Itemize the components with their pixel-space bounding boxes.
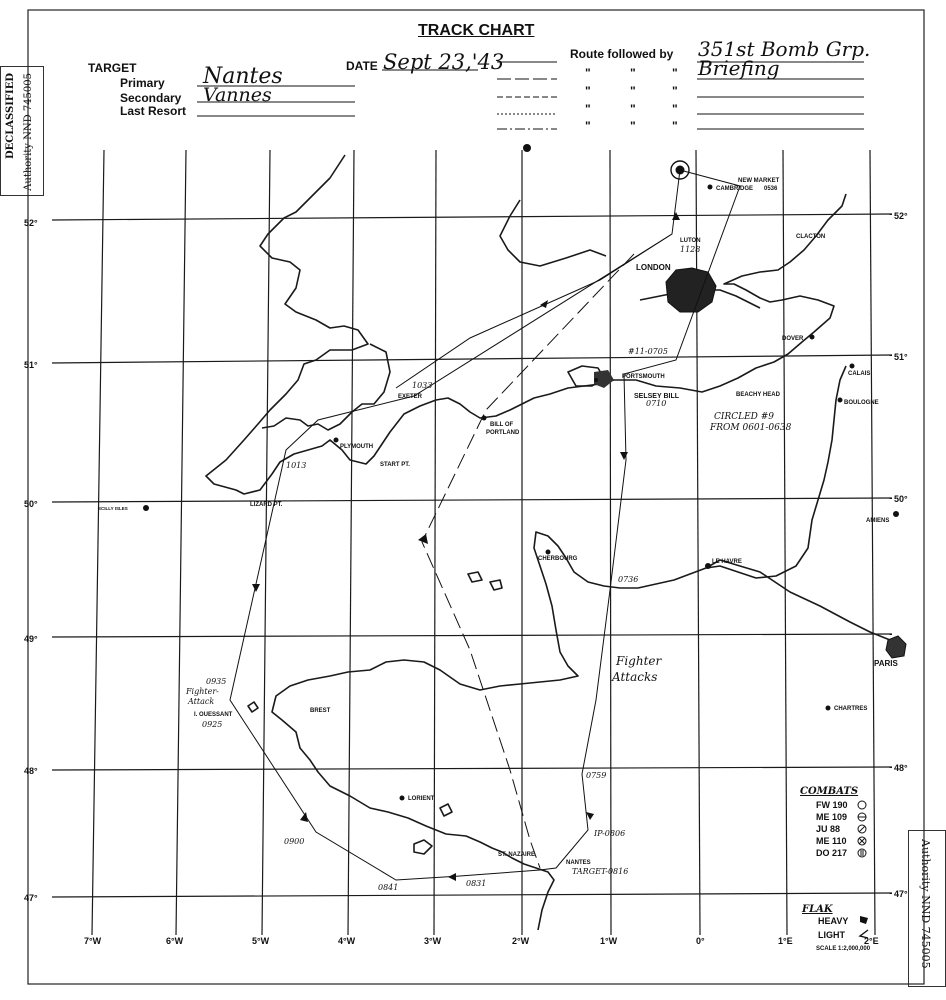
label-beachy-head: BEACHY HEAD [736,392,780,398]
lat-47-line [52,893,892,897]
label-point-11: #11-0705 [628,347,668,356]
ditto-mark: " [672,84,678,98]
lon-label: 4°W [338,936,356,946]
ouessant-island [248,702,258,712]
waypoint-dot [546,550,551,555]
label-cherbourg: CHERBOURG [538,556,578,562]
lon-label: 5°W [252,936,270,946]
label-boulogne: BOULOGNE [844,400,879,406]
label-london: LONDON [636,263,671,272]
lon-2e-line [870,150,875,935]
label-time-0736: 0736 [618,575,639,584]
label-plymouth: PLYMOUTH [340,444,374,450]
ditto-mark: " [630,102,636,116]
label-luton-time: 1128 [680,245,701,254]
waypoint-dot [594,378,598,382]
primary-target-value: Nantes [203,64,283,89]
lon-7w-line [92,150,104,935]
secondary-target-value: Vannes [203,84,272,106]
label-fighter-attacks: Attacks [612,670,658,684]
label-selsey-bill: SELSEY BILL [634,393,679,400]
channel-island [468,572,482,582]
secondary-label: Secondary [120,91,182,105]
label-time-1013: 1013 [286,461,307,470]
ditto-mark: " [630,66,636,80]
waypoint-dot [838,398,843,403]
label-exeter: EXETER [398,394,423,400]
route-arrow-icon [448,873,456,881]
label-scilly: SCILLY ISLES [98,506,128,511]
legend-combat-label: DO 217 [816,848,848,858]
map-scale: SCALE 1:2,000,000 [816,946,871,952]
lat-label-left: 52° [24,218,38,228]
declassified-text: DECLASSIFIED [5,73,16,160]
legend-flak-label: LIGHT [818,930,845,940]
lat-52-line [52,214,892,220]
label-dover: DOVER [782,336,804,342]
route-arrow-icon [540,300,548,308]
heavy-flak-icon [860,916,868,924]
date-value: Sept 23,'43 [383,50,505,74]
lon-label: 7°W [84,936,102,946]
longitude-grid [92,150,875,935]
ditto-mark: " [630,84,636,98]
label-calais: CALAIS [848,371,871,377]
label-st-nazaire: ST. NAZAIRE [498,852,536,858]
label-fighter-attack: Attack [188,697,215,706]
circle-bars-icon [858,849,866,857]
label-circled: CIRCLED #9 [714,412,774,422]
channel-island [490,580,502,590]
lon-1e-line [783,150,787,935]
lon-6w-line [176,150,186,935]
authority-text: Authority NND 745005 [23,73,34,191]
ditto-mark: " [585,84,591,98]
ditto-mark: " [630,119,636,133]
waypoint-dot [826,706,831,711]
label-clacton: CLACTON [796,234,826,240]
label-circled-from: FROM 0601-0638 [710,423,792,433]
lat-label-left: 49° [24,634,38,644]
waypoint-dot [810,335,815,340]
waypoint-dot [708,185,713,190]
lat-label-right: 48° [894,763,908,773]
lon-label: 3°W [424,936,442,946]
label-selsey-time: 0710 [646,399,667,408]
chart-title: TRACK CHART [418,22,535,39]
east-anglia-coast [500,200,606,266]
circle-icon [858,801,866,809]
label-exeter-time: 1033 [412,381,433,390]
lon-0-line [696,150,700,935]
label-bill-portland: PORTLAND [486,430,520,436]
lat-label-left: 51° [24,360,38,370]
label-newmarket: NEW MARKET [738,178,780,184]
route-arrow-icon [418,534,428,544]
breton-island [440,804,452,816]
label-time-0900: 0900 [284,837,305,846]
route-arrow-icon [620,452,628,460]
longitude-labels [84,936,879,946]
breton-island [414,840,432,854]
label-time-0759: 0759 [586,771,607,780]
ditto-mark: " [585,119,591,133]
ditto-mark: " [672,66,678,80]
label-nantes: NANTES [566,860,591,866]
circle-dash-icon [858,813,866,821]
ditto-mark: " [585,66,591,80]
lat-50-line [52,498,892,502]
france-coastline [272,366,849,930]
lon-5w-line [262,150,270,935]
route-group-value: 351st Bomb Grp. [698,37,871,61]
lat-49-line [52,634,892,637]
latitude-labels [24,211,908,903]
london-area [666,268,716,312]
label-lizard-pt: LIZARD PT. [250,502,283,508]
label-amiens: AMIENS [866,518,890,524]
waypoint-dot [143,505,149,511]
label-fighter-attacks: Fighter [616,654,662,668]
label-portsmouth: PORTSMOUTH [622,374,665,380]
circle-slash-icon [858,825,866,833]
paris-area [886,636,906,658]
label-le-havre: LE HAVRE [712,559,742,565]
last-resort-label: Last Resort [120,104,187,118]
label-chartres: CHARTRES [834,706,868,712]
label-start-pt: START PT. [380,462,410,468]
ditto-mark: " [672,102,678,116]
lon-label: 0° [696,936,705,946]
date-label: DATE [346,59,378,73]
route-briefing-value: Briefing [698,56,780,80]
label-bill-portland: BILL OF [490,422,514,428]
lat-label-left: 50° [24,499,38,509]
legend-combats-title: COMBATS [800,786,859,797]
flight-route-solid [230,170,740,880]
england-wales-coastline [206,155,846,494]
waypoint-dot [334,438,339,443]
lon-label: 2°E [864,936,879,946]
lat-label-left: 47° [24,893,38,903]
target-label: TARGET [88,61,137,75]
authority-text: Authority NND 745005 [919,839,932,969]
waypoint-dot [893,511,899,517]
label-time-0925: 0925 [202,720,223,729]
legend-flak-title: FLAK [802,904,833,915]
label-cambridge: CAMBRIDGE [716,186,753,192]
lon-3w-line [434,150,436,935]
legend-combat-label: JU 88 [816,824,841,834]
ditto-mark: " [672,119,678,133]
bristol-channel-coast [262,344,390,430]
label-time-0935: 0935 [206,677,227,686]
lat-label-right: 50° [894,494,908,504]
lon-label: 6°W [166,936,184,946]
waypoint-dot [850,364,855,369]
compass-mark [523,144,531,152]
lat-label-left: 48° [24,766,38,776]
route-followed-label: Route followed by [570,47,674,61]
label-time-0841: 0841 [378,883,399,892]
waypoint-dot [482,416,487,421]
map-frame [28,10,924,984]
label-ouessant: I. OUESSANT [194,712,233,718]
primary-label: Primary [120,76,165,90]
lon-label: 1°W [600,936,618,946]
legend-combat-label: ME 109 [816,812,848,822]
waypoint-dot [400,796,405,801]
lon-4w-line [348,150,354,935]
label-brest: BREST [310,708,331,714]
lat-label-right: 52° [894,211,908,221]
legend-combats [800,786,866,858]
lon-label: 1°E [778,936,793,946]
legend-combat-label: FW 190 [816,800,848,810]
route-arrow-icon [252,584,260,592]
header-lines [197,62,864,129]
label-luton: LUTON [680,238,701,244]
legend-flak-label: HEAVY [818,916,849,926]
label-ip: IP-0806 [594,829,626,838]
label-fighter-attack: Fighter- [186,687,219,696]
label-cambridge-time: 0536 [764,186,778,192]
label-target-time: TARGET-0816 [572,867,629,876]
lat-label-right: 51° [894,352,908,362]
legend-combat-label: ME 110 [816,836,847,846]
ditto-mark: " [585,102,591,116]
lon-label: 2°W [512,936,530,946]
lat-label-right: 47° [894,889,908,899]
legend-flak [801,904,868,940]
label-time-0831: 0831 [466,879,487,888]
circle-x-icon [858,837,866,845]
waypoint-dot [705,563,711,569]
seine-estuary [706,560,890,640]
label-lorient: LORIENT [408,796,435,802]
label-paris: PARIS [874,659,898,668]
lon-1w-line [610,150,611,935]
